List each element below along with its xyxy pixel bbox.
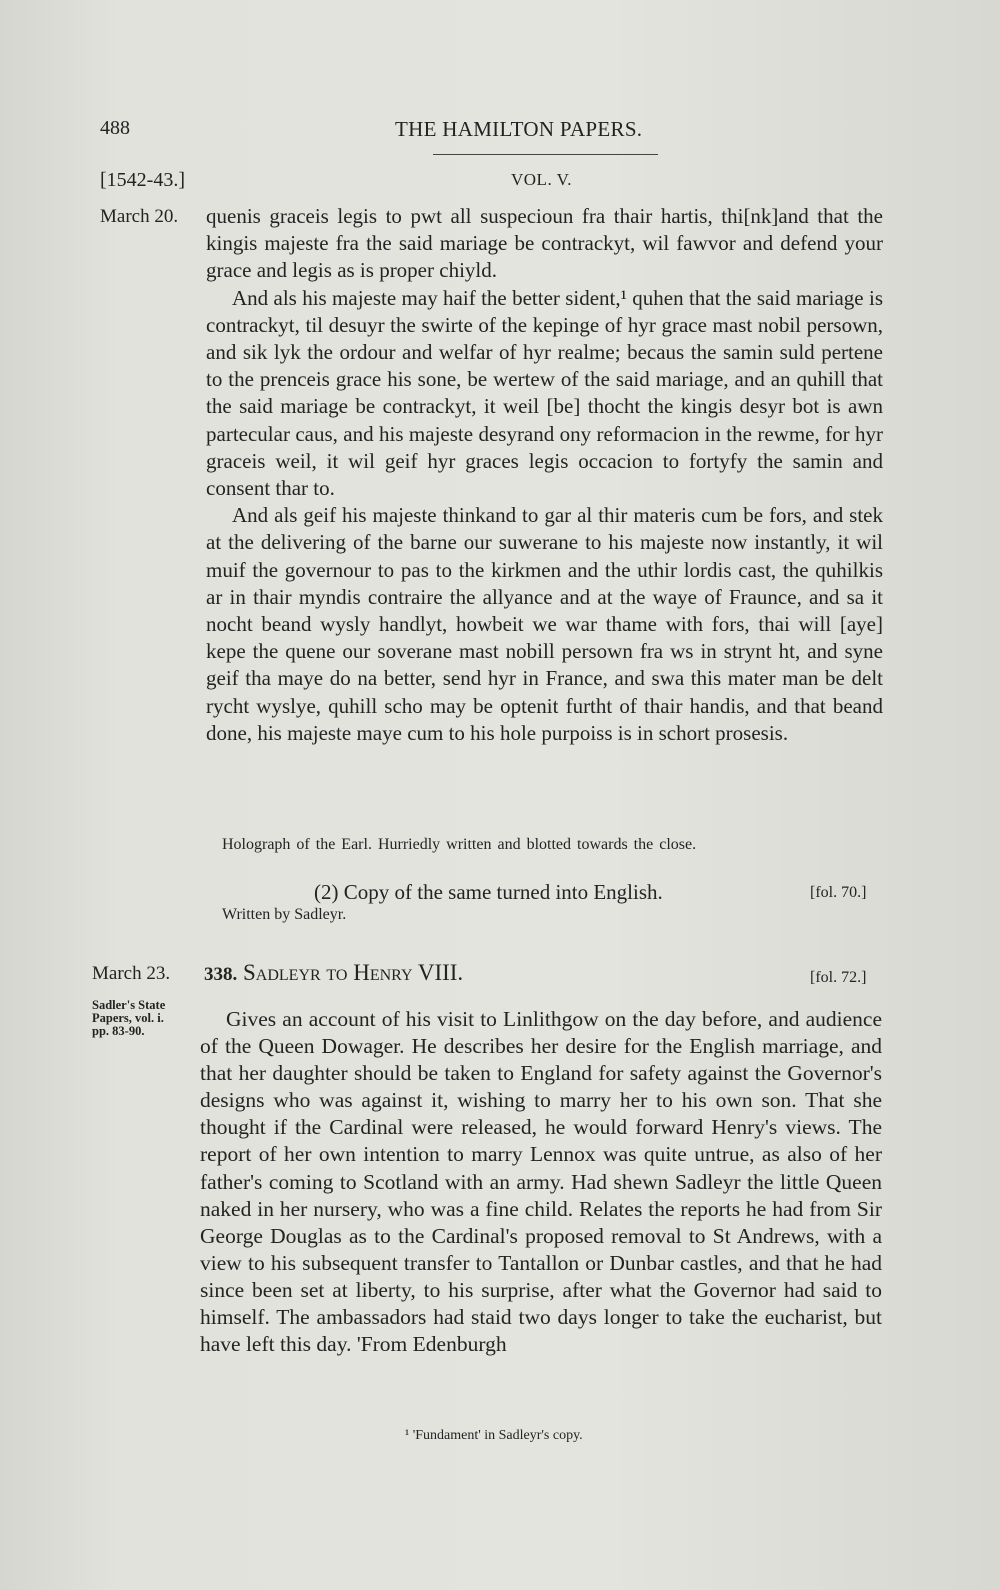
marginal-reference-line: Sadler's State	[92, 998, 166, 1012]
footnote: ¹ 'Fundament' in Sadleyr's copy.	[405, 1428, 583, 1443]
running-title: THE HAMILTON PAPERS.	[395, 117, 643, 141]
copy-note: Written by Sadleyr.	[222, 906, 347, 923]
summary-body	[200, 1006, 882, 1358]
copy-line: (2) Copy of the same turned into English.	[314, 880, 663, 904]
marginal-reference	[92, 999, 165, 1038]
year-range: [1542-43.]	[100, 169, 185, 191]
letter-body	[206, 203, 883, 747]
folio-reference: [fol. 72.]	[810, 969, 867, 986]
volume-label: VOL. V.	[511, 170, 572, 189]
entry-date: March 20.	[100, 206, 179, 227]
paragraph: And als his majeste may haif the better sident,¹ quhen that the said mariage is contrackyt, til desuyr the swirte of the kepinge of hyr grace mast nobil persown, and sik lyk the ordour and welfar of hyr realme; becaus the samin suld pertene to the prenceis grace his sone, be wertew of the said mariage, and an quhill that the said mariage be contrackyt, it weil [be] thocht the kingis desyr bot is awn partecular caus, and his majeste desyrand ony reformacion in the rewme, for hyr graceis weil, it wil geif hyr graces legis occacion to fortyfy the samin and consent thar to.	[206, 285, 883, 501]
marginal-reference-line: Papers, vol. i.	[92, 1011, 164, 1025]
summary-paragraph: Gives an account of his visit to Linlithgow on the day before, and audience of the Queen Dowager. He describes her desire for the English marriage, and that her daughter should be taken to England for safety against the Governor's designs who was against it, wishing to marry her to his own son. That she thought if the Cardinal were released, he would forward Henry's views. The report of her own intention to marry Lennox was quite untrue, as also of her father's coming to Scotland with an army. Had shewn Sadleyr the little Queen naked in her nursery, who was a fine child. Relates the reports he had from Sir George Douglas as to the Cardinal's proposed removal to St Andrews, with a view to his subsequent transfer to Tantallon or Dunbar castles, and that he had since been set at liberty, to his surprise, after what the Governor had said to himself. The ambassadors had staid two days longer to take the eucharist, but have left this day. 'From Edenburgh	[200, 1007, 882, 1357]
paragraph: quenis graceis legis to pwt all suspecioun fra thair hartis, thi[nk]and that the kingis majeste fra the said mariage be contrackyt, wil fawvor and defend your grace and legis as is proper chiyld.	[206, 204, 883, 283]
page-number: 488	[100, 117, 130, 139]
entry-date: March 23.	[92, 963, 171, 984]
folio-reference: [fol. 70.]	[810, 884, 867, 901]
header-rule	[433, 154, 658, 155]
paragraph: And als geif his majeste thinkand to gar al thir materis cum be fors, and stek at the delivering of the barne our suwerane to his majeste now instantly, it wil muif the governour to pas to the kirkmen and the uthir lordis cast, the quhilkis ar in thair myndis contraire the allyance and at the waye of Fraunce, and sa it nocht beand wysly handlyt, howbeit we war thame with fors, thai will [aye] kepe the quene our soverane mast nobill persown fra ws in strynt ht, and syne geif tha maye do na better, send hyr in France, and swa this mater man be delt rycht wyslye, quhill scho may be optenit furtht of thair handis, and that beand done, his majeste maye cum to his hole purpoiss is in schort prosesis.	[206, 503, 883, 745]
entry-heading	[204, 960, 463, 986]
entry-title: Sadleyr to Henry VIII.	[243, 960, 464, 985]
entry-number: 338.	[204, 964, 238, 985]
editorial-note: Holograph of the Earl. Hurriedly written and blotted towards the close.	[222, 836, 697, 853]
marginal-reference-line: pp. 83-90.	[92, 1024, 145, 1038]
